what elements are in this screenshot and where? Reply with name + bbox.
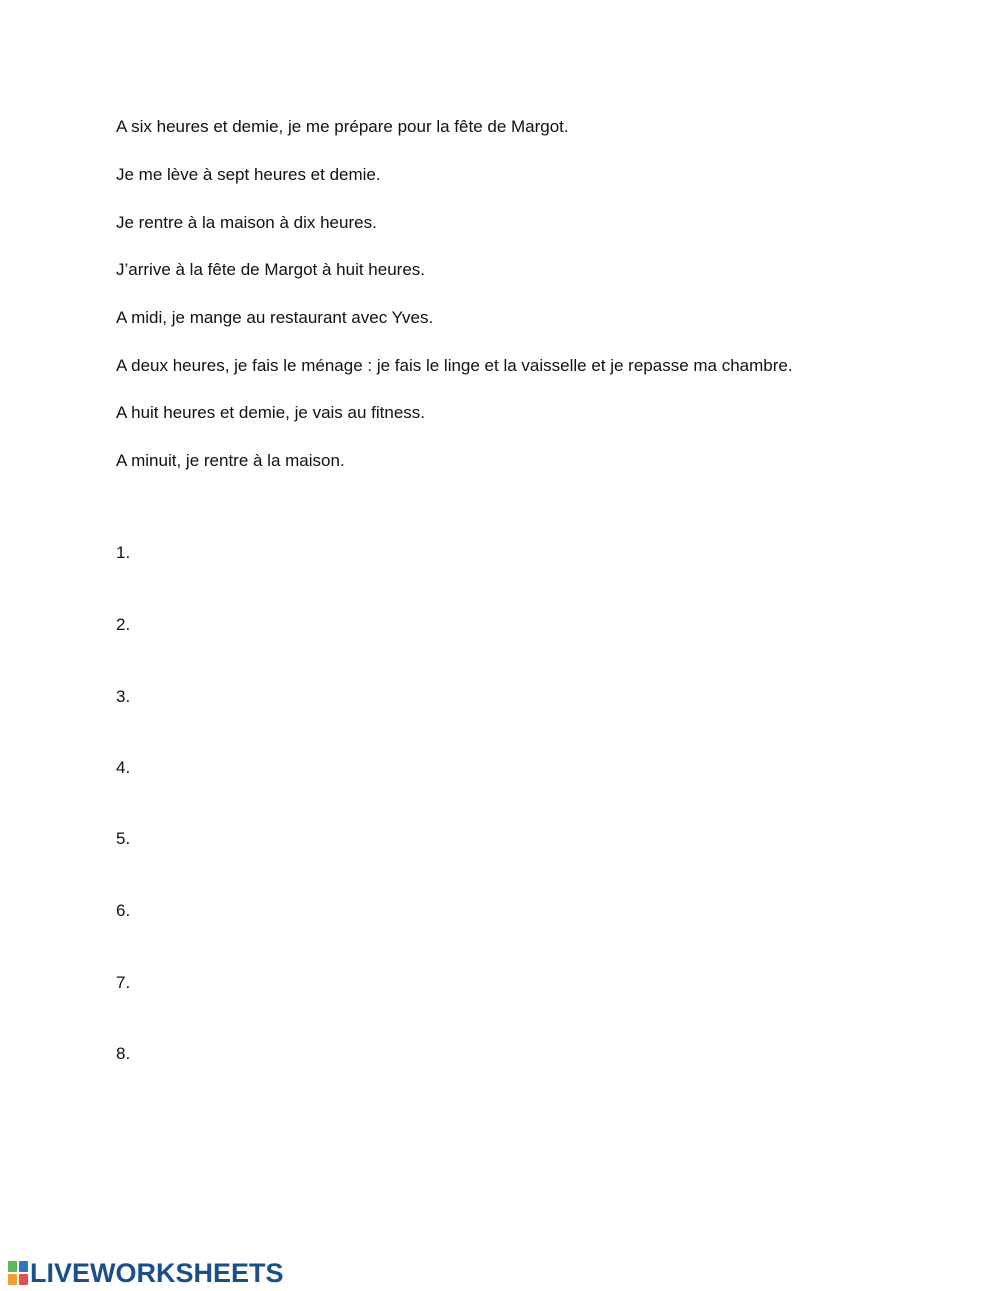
sentence-8: A minuit, je rentre à la maison.: [116, 451, 345, 470]
sentence-7: A huit heures et demie, je vais au fitness.: [116, 403, 426, 422]
answer-number-3: 3.: [116, 687, 131, 706]
answer-number-8: 8.: [116, 1044, 131, 1063]
sentence-5: A midi, je mange au restaurant avec Yves.: [116, 308, 434, 327]
liveworksheets-logo-icon: [8, 1261, 28, 1285]
sentence-6: A deux heures, je fais le ménage : je fais le linge et la vaisselle et je repasse ma chambre.: [116, 356, 793, 375]
sentence-1: A six heures et demie, je me prépare pour la fête de Margot.: [116, 117, 569, 136]
answer-number-2: 2.: [116, 615, 131, 634]
answer-number-1: 1.: [116, 543, 131, 562]
liveworksheets-logo: [8, 1259, 284, 1287]
logo-text: LIVEWORKSHEETS: [30, 1258, 284, 1288]
sentence-2: Je me lève à sept heures et demie.: [116, 165, 381, 184]
sentence-3: Je rentre à la maison à dix heures.: [116, 213, 377, 232]
answer-number-6: 6.: [116, 901, 131, 920]
answer-number-4: 4.: [116, 758, 131, 777]
answer-number-5: 5.: [116, 829, 131, 848]
answer-number-7: 7.: [116, 973, 131, 992]
sentence-4: J’arrive à la fête de Margot à huit heures.: [116, 260, 425, 279]
